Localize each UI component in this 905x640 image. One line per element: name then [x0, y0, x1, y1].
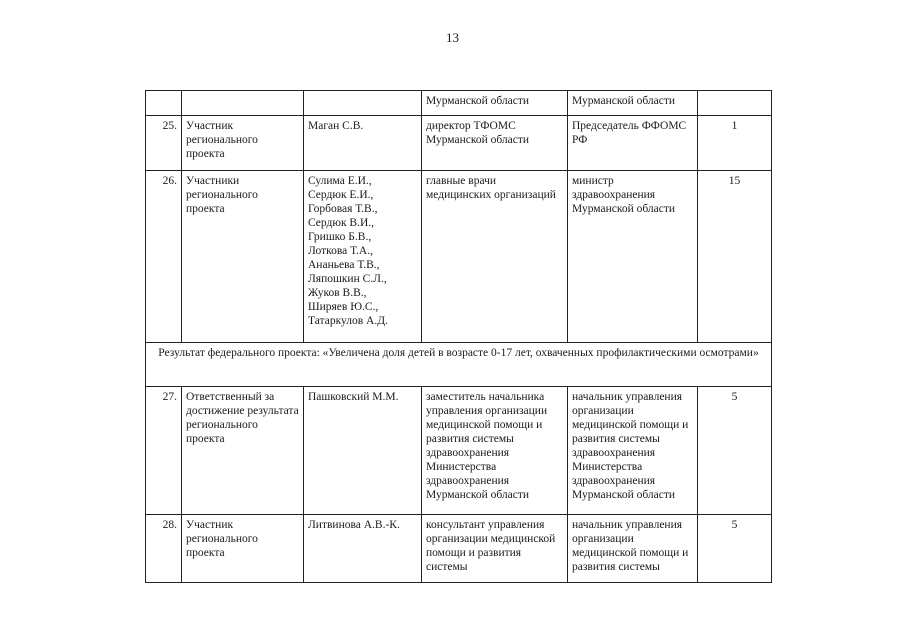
person-name: Ляпошкин С.Л.,: [308, 273, 387, 285]
section-title: Результат федерального проекта: «Увеличена доля детей в возрасте 0-17 лет, охваченных профилактическими осмотрами»: [146, 343, 772, 387]
row-position: заместитель начальника управления организации медицинской помощи и развития системы здравоохранения Министерства здравоохранения Мурманской области: [422, 387, 568, 515]
person-name: Литвинова А.В.-К.: [308, 519, 400, 531]
row-supervisor: министр здравоохранения Мурманской области: [568, 171, 698, 343]
person-name: Сердюк Е.И.,: [308, 189, 374, 201]
row-position: главные врачи медицинских организаций: [422, 171, 568, 343]
person-name: Гришко Б.В.,: [308, 231, 372, 243]
row-position: Мурманской области: [422, 91, 568, 116]
row-count: 5: [698, 515, 772, 583]
person-name: Маган С.В.: [308, 120, 364, 132]
person-name: Сердюк В.И.,: [308, 217, 375, 229]
table-row: [146, 116, 772, 171]
row-supervisor: Председатель ФФОМС РФ: [568, 116, 698, 171]
row-position: консультант управления организации медицинской помощи и развития системы: [422, 515, 568, 583]
row-supervisor: Мурманской области: [568, 91, 698, 116]
row-role: Участник регионального проекта: [182, 515, 304, 583]
row-names: [304, 116, 422, 171]
table-row: [146, 515, 772, 583]
row-position: директор ТФОМС Мурманской области: [422, 116, 568, 171]
person-name: Ананьева Т.В.,: [308, 259, 380, 271]
person-name: Жуков В.В.,: [308, 287, 367, 299]
row-role: Участник регионального проекта: [182, 116, 304, 171]
row-names: [304, 171, 422, 343]
row-role: Участники регионального проекта: [182, 171, 304, 343]
row-names: [304, 91, 422, 116]
person-name: Ширяев Ю.С.,: [308, 301, 379, 313]
row-count: 5: [698, 387, 772, 515]
participants-table: [145, 90, 772, 583]
row-count: [698, 91, 772, 116]
row-number: 28.: [146, 515, 182, 583]
table-row: [146, 387, 772, 515]
row-names: [304, 515, 422, 583]
person-name: Пашковский М.М.: [308, 391, 399, 403]
table-row: [146, 91, 772, 116]
row-number: 26.: [146, 171, 182, 343]
person-name: Горбовая Т.В.,: [308, 203, 378, 215]
row-supervisor: начальник управления организации медицинской помощи и развития системы здравоохранения Министерства здравоохранения Мурманской области: [568, 387, 698, 515]
person-name: Сулима Е.И.,: [308, 175, 372, 187]
page-number: 13: [446, 30, 459, 45]
row-number: 25.: [146, 116, 182, 171]
row-number: 27.: [146, 387, 182, 515]
row-count: 15: [698, 171, 772, 343]
row-number: [146, 91, 182, 116]
row-names: [304, 387, 422, 515]
person-name: Татаркулов А.Д.: [308, 315, 388, 327]
section-row: [146, 343, 772, 387]
table-row: [146, 171, 772, 343]
row-role: [182, 91, 304, 116]
row-count: 1: [698, 116, 772, 171]
row-role: Ответственный за достижение результата регионального проекта: [182, 387, 304, 515]
row-supervisor: начальник управления организации медицинской помощи и развития системы: [568, 515, 698, 583]
person-name: Лоткова Т.А.,: [308, 245, 373, 257]
